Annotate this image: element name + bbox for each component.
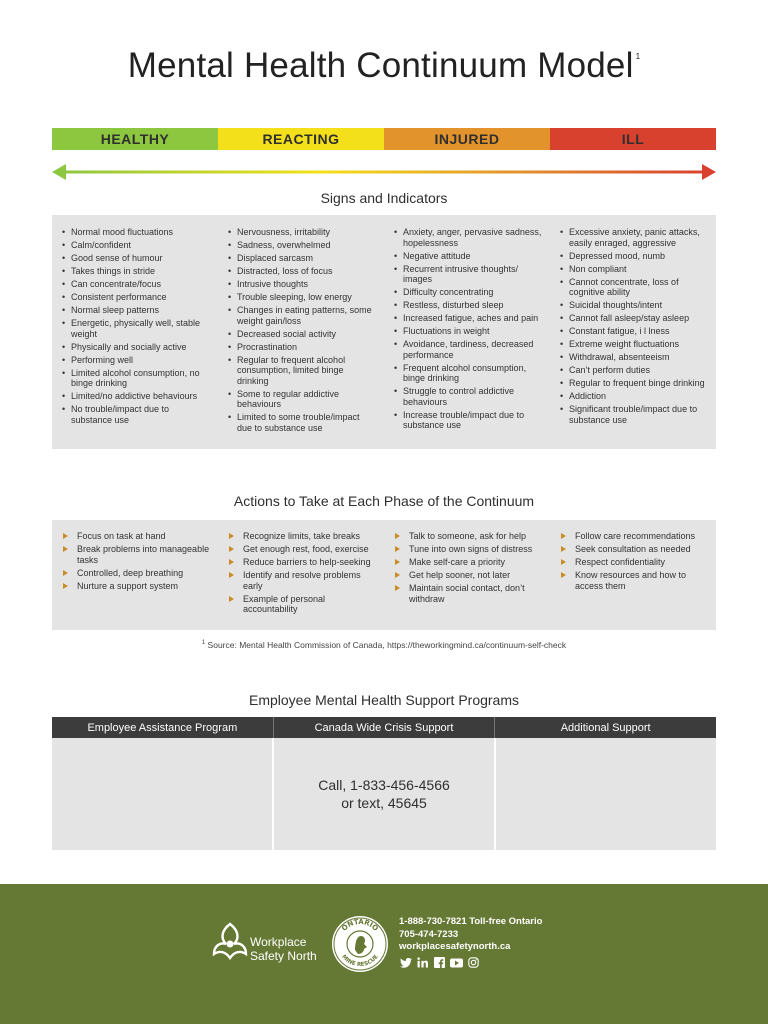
list-item: • Displaced sarcasm — [228, 253, 376, 264]
cell-employee-assistance — [52, 738, 274, 850]
instagram-icon[interactable] — [467, 956, 480, 969]
list-item: • Some to regular addictive behaviours — [228, 389, 376, 410]
phase-reacting: REACTING — [218, 128, 384, 150]
list-item: Example of personal accountability — [228, 594, 376, 615]
list-item: • Addiction — [560, 391, 708, 402]
list-item: • Suicidal thoughts/intent — [560, 300, 708, 311]
list-item: • Recurrent intrusive thoughts/ images — [394, 264, 542, 285]
seal-bottom-text: MINE RESCUE — [340, 954, 380, 969]
phase-ill: ILL — [550, 128, 716, 150]
list-item: • Trouble sleeping, low energy — [228, 292, 376, 303]
list-item: Follow care recommendations — [560, 531, 708, 542]
list-item: • Decreased social activity — [228, 329, 376, 340]
list-item: • No trouble/impact due to substance use — [62, 404, 210, 425]
list-item: • Excessive anxiety, panic attacks, easily enraged, aggressive — [560, 227, 708, 248]
list-item: • Energetic, physically well, stable weight — [62, 318, 210, 339]
signs-title: Signs and Indicators — [320, 190, 448, 206]
twitter-icon[interactable] — [399, 956, 412, 969]
local-phone[interactable]: 705-474-7233 — [399, 928, 459, 940]
list-item: Focus on task at hand — [62, 531, 210, 542]
signs-column-ill — [550, 227, 716, 449]
continuum-arrow — [52, 162, 716, 182]
list-item: • Sadness, overwhelmed — [228, 240, 376, 251]
list-item: • Restless, disturbed sleep — [394, 300, 542, 311]
header-additional-support: Additional Support — [560, 721, 651, 734]
list-item: • Can’t perform duties — [560, 365, 708, 376]
list-item: • Regular to frequent alcohol consumption, limited binge drinking — [228, 355, 376, 387]
list-item: • Changes in eating patterns, some weight gain/loss — [228, 305, 376, 326]
list-item: • Constant fatigue, i l lness — [560, 326, 708, 337]
list-item: • Physically and socially active — [62, 342, 210, 353]
wsn-logo-text: Workplace Safety North — [250, 935, 317, 963]
programs-table-body — [52, 738, 716, 850]
list-item: Get enough rest, food, exercise — [228, 544, 376, 555]
list-item: Talk to someone, ask for help — [394, 531, 542, 542]
list-item: • Avoidance, tardiness, decreased performance — [394, 339, 542, 360]
crisis-text[interactable]: or text, 45645 — [341, 795, 427, 811]
list-item: • Frequent alcohol consumption, binge drinking — [394, 363, 542, 384]
contact-info — [399, 916, 542, 954]
list-item: • Can concentrate/focus — [62, 279, 210, 290]
social-icons — [399, 956, 480, 969]
seal-top-text: ONTARIO — [340, 917, 380, 933]
phase-injured: INJURED — [384, 128, 550, 150]
list-item: Tune into own signs of distress — [394, 544, 542, 555]
list-item: • Intrusive thoughts — [228, 279, 376, 290]
youtube-icon[interactable] — [450, 956, 463, 969]
signs-column-injured — [384, 227, 550, 449]
list-item: • Withdrawal, absenteeism — [560, 352, 708, 363]
source-footnote: $^1$ Source: Mental Health Commission of Canada, https://theworkingmind.ca/continuum-self-check — [201, 640, 567, 650]
workplace-safety-north-logo-icon — [210, 920, 250, 966]
list-item: • Consistent performance — [62, 292, 210, 303]
signs-panel — [52, 215, 716, 449]
list-item: Maintain social contact, don’t withdraw — [394, 583, 542, 604]
list-item: • Extreme weight fluctuations — [560, 339, 708, 350]
list-item: • Struggle to control addictive behaviours — [394, 386, 542, 407]
list-item: • Cannot concentrate, loss of cognitive ability — [560, 277, 708, 298]
list-item: • Increase trouble/impact due to substance use — [394, 410, 542, 431]
list-item: • Fluctuations in weight — [394, 326, 542, 337]
header-employee-assistance: Employee Assistance Program — [52, 717, 274, 738]
list-item: Recognize limits, take breaks — [228, 531, 376, 542]
list-item: Nurture a support system — [62, 581, 210, 592]
list-item: • Difficulty concentrating — [394, 287, 542, 298]
programs-title: Employee Mental Health Support Programs — [248, 692, 520, 708]
facebook-icon[interactable] — [433, 956, 446, 969]
list-item: • Takes things in stride — [62, 266, 210, 277]
list-item: Reduce barriers to help-seeking — [228, 557, 376, 568]
list-item: Respect confidentiality — [560, 557, 708, 568]
list-item: • Significant trouble/impact due to substance use — [560, 404, 708, 425]
phase-bar — [52, 128, 716, 150]
programs-table-header — [52, 717, 716, 738]
list-item: • Negative attitude — [394, 251, 542, 262]
list-item: • Increased fatigue, aches and pain — [394, 313, 542, 324]
actions-column-ill — [550, 531, 716, 630]
toll-free-phone[interactable]: 1-888-730-7821 Toll-free Ontario — [399, 916, 543, 927]
list-item: • Procrastination — [228, 342, 376, 353]
crisis-call[interactable]: Call, 1-833-456-4566 — [318, 777, 450, 793]
ontario-mine-rescue-seal-icon — [330, 914, 390, 974]
list-item: • Anxiety, anger, pervasive sadness, hopelessness — [394, 227, 542, 248]
list-item: Get help sooner, not later — [394, 570, 542, 581]
actions-column-reacting — [218, 531, 384, 630]
list-item: • Depressed mood, numb — [560, 251, 708, 262]
title-footnote-mark: 1 — [635, 52, 641, 61]
phase-healthy: HEALTHY — [52, 128, 218, 150]
list-item: • Cannot fall asleep/stay asleep — [560, 313, 708, 324]
list-item: • Nervousness, irritability — [228, 227, 376, 238]
list-item: Seek consultation as needed — [560, 544, 708, 555]
linkedin-icon[interactable] — [416, 956, 429, 969]
website-link[interactable]: workplacesafetynorth.ca — [399, 941, 511, 952]
signs-column-reacting — [218, 227, 384, 449]
list-item: • Limited to some trouble/impact due to substance use — [228, 412, 376, 433]
list-item: • Good sense of humour — [62, 253, 210, 264]
list-item: • Distracted, loss of focus — [228, 266, 376, 277]
list-item: Know resources and how to access them — [560, 570, 708, 591]
list-item: • Performing well — [62, 355, 210, 366]
header-crisis-support: Canada Wide Crisis Support — [274, 717, 496, 738]
actions-title: Actions to Take at Each Phase of the Continuum — [233, 493, 535, 509]
list-item: Make self-care a priority — [394, 557, 542, 568]
actions-column-healthy — [52, 531, 218, 630]
programs-table — [52, 717, 716, 850]
list-item: • Non compliant — [560, 264, 708, 275]
cell-crisis-support — [274, 738, 496, 850]
signs-column-healthy — [52, 227, 218, 449]
list-item: • Normal sleep patterns — [62, 305, 210, 316]
list-item: • Calm/confident — [62, 240, 210, 251]
list-item: • Limited alcohol consumption, no binge drinking — [62, 368, 210, 389]
actions-panel — [52, 520, 716, 630]
list-item: • Normal mood fluctuations — [62, 227, 210, 238]
list-item: • Limited/no addictive behaviours — [62, 391, 210, 402]
cell-additional-support — [496, 738, 716, 850]
page-title: Mental Health Continuum Model $^1$ — [127, 46, 641, 85]
list-item: • Regular to frequent binge drinking — [560, 378, 708, 389]
actions-column-injured — [384, 531, 550, 630]
list-item: Identify and resolve problems early — [228, 570, 376, 591]
list-item: Break problems into manageable tasks — [62, 544, 210, 565]
list-item: Controlled, deep breathing — [62, 568, 210, 579]
